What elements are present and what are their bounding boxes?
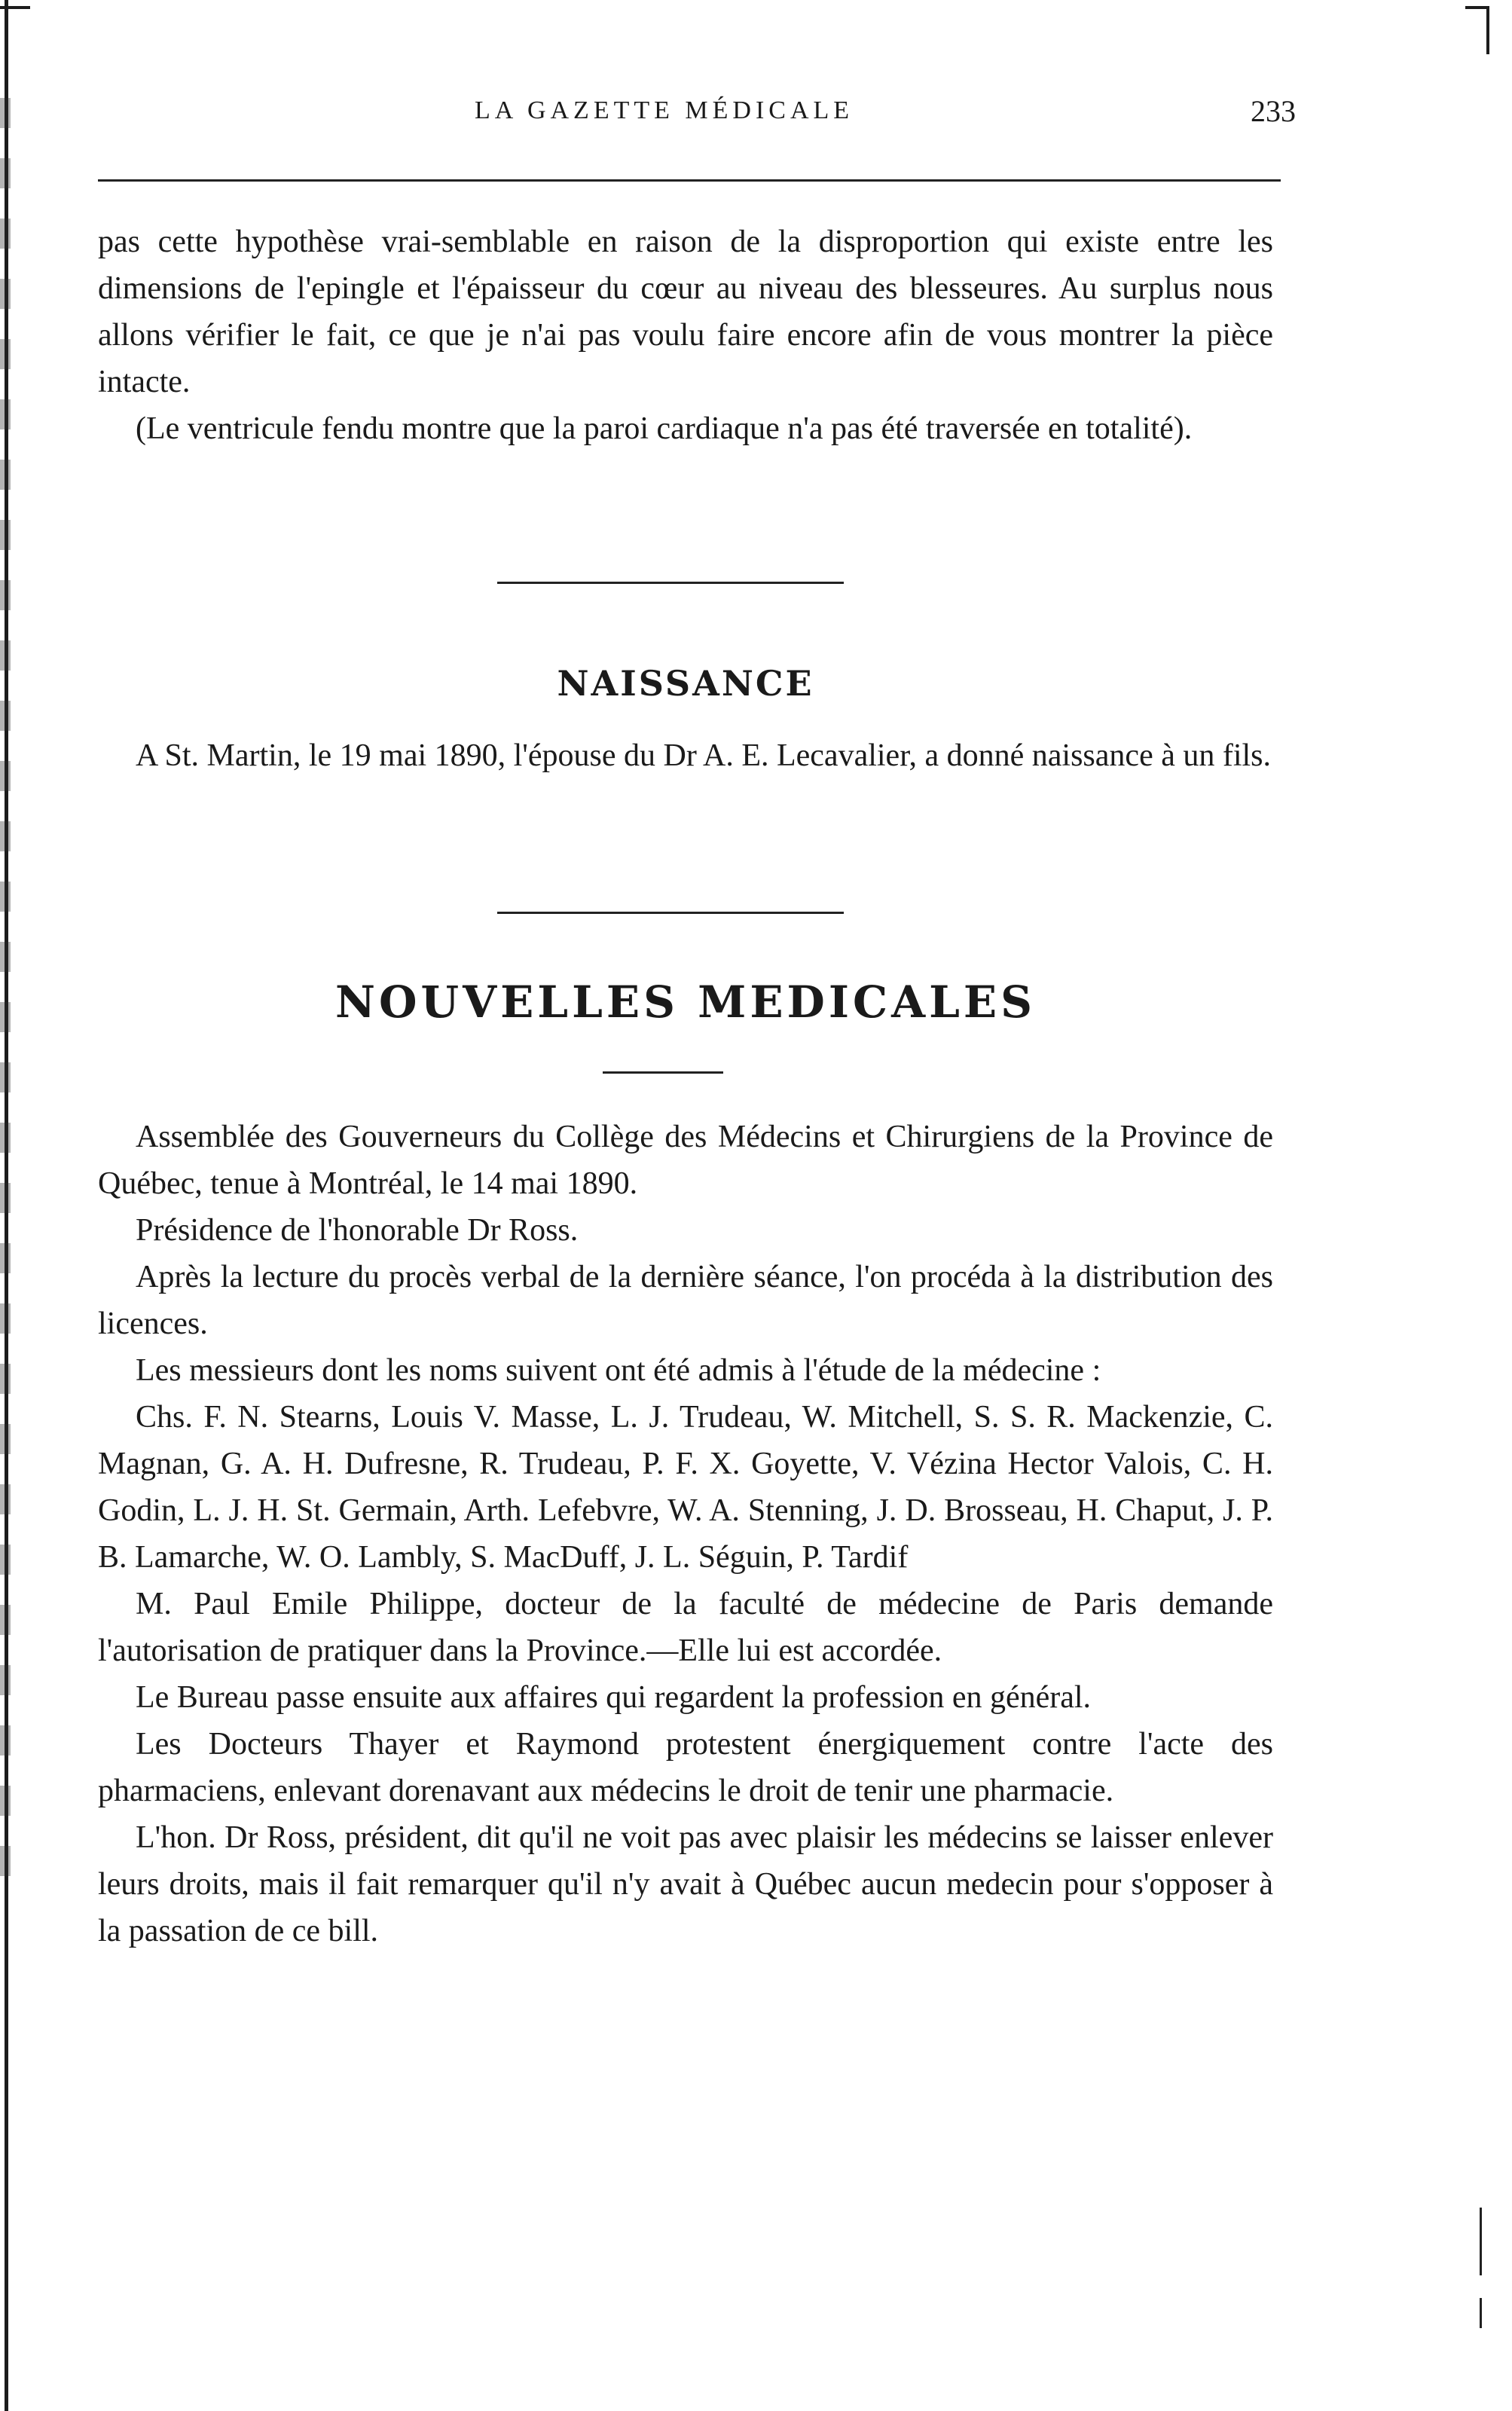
paragraph: pas cette hypothèse vrai-semblable en raison de la disproportion qui existe entre les dimensions de l'epingle et l'épaisseur du cœur au niveau des blesseures. Au surplus nous allons vérifier le fait, ce que je n'ai pas voulu faire encore afin de vous montrer la pièce intacte.	[98, 225, 1273, 399]
paragraph: A St. Martin, le 19 mai 1890, l'épouse du Dr A. E. Lecavalier, a donné naissance à un fils.	[136, 738, 1272, 773]
page-number: 233	[1251, 94, 1296, 128]
paragraph: Présidence de l'honorable Dr Ross.	[136, 1213, 579, 1248]
paragraph: Les messieurs dont les noms suivent ont été admis à l'étude de la médecine :	[136, 1353, 1101, 1388]
paragraph: L'hon. Dr Ross, président, dit qu'il ne voit pas avec plaisir les médecins se laisser enlever leurs droits, mais il fait remarquer qu'il n'y avait à Québec aucun medecin pour s'opposer à la passation de ce bill.	[98, 1820, 1273, 1948]
naissance-text	[98, 732, 1273, 779]
section-heading-naissance: NAISSANCE	[557, 663, 814, 704]
continuation-text	[98, 218, 1273, 452]
scan-corner-mark	[1465, 6, 1489, 54]
paragraph: Chs. F. N. Stearns, Louis V. Masse, L. J. Trudeau, W. Mitchell, S. S. R. Mackenzie, C. Magnan, G. A. H. Dufresne, R. Trudeau, P. F. X. Goyette, V. Vézina Hector Valois, C. H. Godin, L. J. H. St. Germain, Arth. Lefebvre, W. A. Stenning, J. D. Brosseau, H. Chaput, J. P. B. Lamarche, W. O. Lambly, S. MacDuff, J. L. Séguin, P. Tardif	[98, 1400, 1273, 1575]
scan-left-edge	[0, 0, 11, 2411]
running-head: LA GAZETTE MÉDICALE	[475, 96, 854, 124]
heading-underline	[603, 1071, 723, 1074]
paragraph: M. Paul Emile Philippe, docteur de la faculté de médecine de Paris demande l'autorisation de pratiquer dans la Province.—Elle lui est accordée.	[98, 1587, 1273, 1668]
section-separator	[497, 912, 844, 914]
page-header	[422, 96, 1296, 134]
paragraph: Le Bureau passe ensuite aux affaires qui regardent la profession en général.	[136, 1680, 1092, 1715]
header-rule	[98, 179, 1281, 182]
section-separator	[497, 582, 844, 584]
paragraph: Après la lecture du procès verbal de la dernière séance, l'on procéda à la distribution des licences.	[98, 1260, 1273, 1341]
paragraph: Les Docteurs Thayer et Raymond protestent énergiquement contre l'acte des pharmaciens, enlevant dorenavant aux médecins le droit de tenir une pharmacie.	[98, 1727, 1273, 1808]
section-heading-nouvelles: NOUVELLES MEDICALES	[334, 976, 1037, 1028]
paragraph: (Le ventricule fendu montre que la paroi cardiaque n'a pas été traversée en totalité).	[136, 411, 1193, 446]
nouvelles-text	[98, 1114, 1273, 1954]
scan-top-mark	[0, 6, 30, 9]
paragraph: Assemblée des Gouverneurs du Collège des Médecins et Chirurgiens de la Province de Québec, tenue à Montréal, le 14 mai 1890.	[98, 1120, 1273, 1201]
scan-right-mark	[1480, 2298, 1482, 2328]
scan-right-mark	[1480, 2208, 1482, 2275]
